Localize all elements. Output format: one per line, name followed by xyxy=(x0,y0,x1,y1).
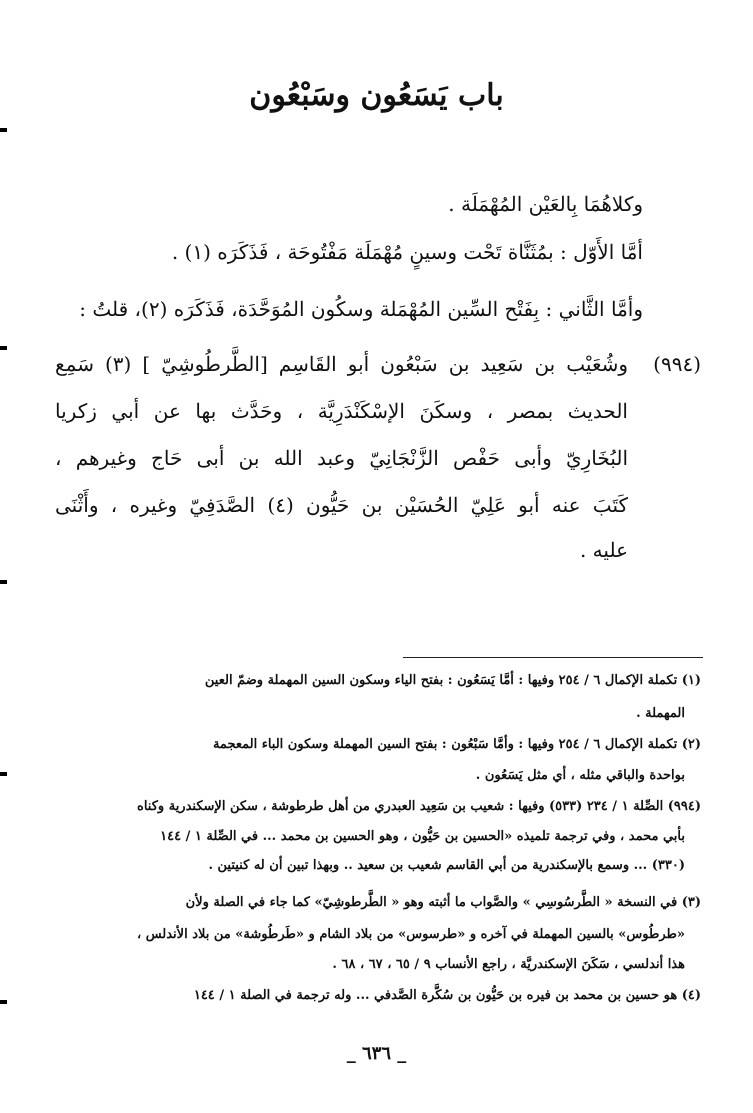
footnote-separator xyxy=(403,657,703,658)
scan-edge-mark xyxy=(0,580,7,584)
scan-edge-mark xyxy=(0,128,7,132)
footnote-994-line-2: بأبي محمد ، وفي ترجمة تلميذه «الحسين بن حَيُّون ، وهو الحسين بن محمد ... في الصِّلة ١ / ١٤٤ xyxy=(160,829,685,844)
scan-edge-mark xyxy=(0,772,7,776)
entry-line-5: عليه . xyxy=(579,538,628,562)
scan-edge-mark xyxy=(0,1000,7,1004)
chapter-heading: باب يَسَعُون وسَبْعُون xyxy=(249,78,504,113)
entry-line-2: الحديث بمصر ، وسكَنَ الإسْكَنْدَرِيَّة ، وحَدَّث بها عن أبي زكريا xyxy=(55,399,628,423)
entry-line-4: كَتَبَ عنه أبو عَلِيّ الحُسَيْن بن حَيُّون (٤) الصَّدَفِيّ وغيره ، وأَثْنَى xyxy=(55,493,629,517)
footnote-3-line-3: هذا أندلسي ، سَكَنَ الإسكندريَّة ، راجع الأنساب ٩ / ٦٥ ، ٦٧ ، ٦٨ . xyxy=(332,957,685,972)
footnote-1-line-2: المهملة . xyxy=(636,706,685,721)
footnote-994-line-3: (٣٣٠) ... وسمع بالإسكندرية من أبي القاسم شعيب بن سعيد .. وبهذا تبين أن له كنيتين . xyxy=(208,858,685,873)
footnote-3-line-1: (٣) في النسخة « الطَّرسُوسِي » والصَّواب ما أثبته وهو « الطَّرطوشِيّ» كما جاء في الصلة ولأن xyxy=(185,895,701,910)
page-number: _ ٦٣٦ _ xyxy=(346,1043,407,1064)
body-line-2: أمَّا الأَوّل : بمُثَنَّاة تَحْت وسينٍ مُهْمَلَة مَفْتُوحَة ، فَذَكَرَه (١) . xyxy=(171,240,643,264)
footnote-3-line-2: «طرطُوس» بالسين المهملة في آخره و «طرسوس» من بلاد الشام و «طَرطُوشة» من بلاد الأندلس ، xyxy=(136,927,685,942)
entry-number: (٩٩٤) xyxy=(653,352,701,376)
body-line-3: وأمَّا الثَّاني : بِفَتْح السِّين المُهْمَلة وسكُون المُوَحَّدَة، فَذَكَرَه (٢)، قلتُ : xyxy=(79,297,643,321)
entry-line-3: البُخَارِيّ وأبى حَفْص الزَّنْجَانِيّ وعبد الله بن أبى حَاج وغيرهم ، xyxy=(55,446,628,470)
footnote-994-line-1: (٩٩٤) الصِّلة ١ / ٢٣٤ (٥٣٣) وفيها : شعيب بن سَعِيد العبدري من أهل طرطوشة ، سكن الإسكندرية وكناه xyxy=(137,799,701,814)
entry-line-1: وشُعَيْب بن سَعِيد بن سَبْعُون أبو القَاسِم [الطَّرطُوشِيّ ] (٣) سَمِع xyxy=(55,352,629,376)
footnote-4-line-1: (٤) هو حسين بن محمد بن فيره بن حَيُّون بن سُكَّرة الصَّدفي ... وله ترجمة في الصلة ١ / ١٤٤ xyxy=(193,988,701,1003)
footnote-1-line-1: (١) تكملة الإكمال ٦ / ٢٥٤ وفيها : أمَّا يَسَعُون : بفتح الياء وسكون السين المهملة وضمّ العين xyxy=(204,673,701,688)
footnote-2-line-1: (٢) تكملة الإكمال ٦ / ٢٥٤ وفيها : وأمَّا سَبْعُون : بفتح السين المهملة وسكون الباء المعجمة xyxy=(212,737,701,752)
scan-edge-mark xyxy=(0,346,7,350)
footnote-2-line-2: بواحدة والباقي مثله ، أي مثل يَسَعُون . xyxy=(475,768,685,783)
body-line-1: وكلاهُمَا بِالعَيْن المُهْمَلَة . xyxy=(448,192,643,216)
